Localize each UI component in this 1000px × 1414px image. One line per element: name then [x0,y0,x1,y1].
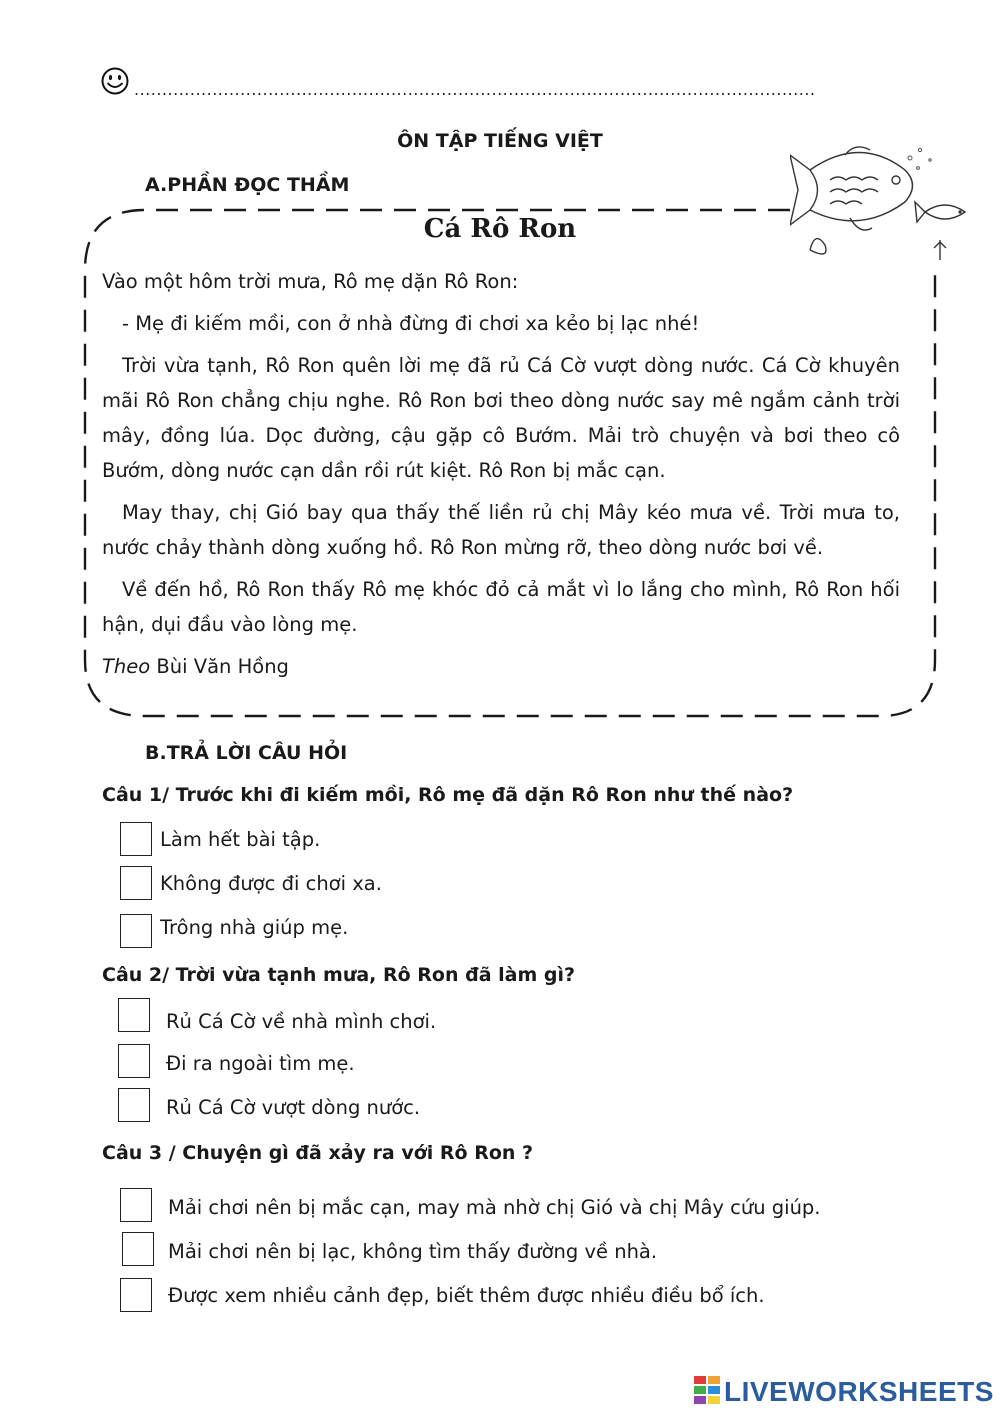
author-name: Bùi Văn Hồng [156,655,289,678]
q2-option-3-checkbox[interactable] [118,1088,150,1122]
q3-option-3: Được xem nhiều cảnh đẹp, biết thêm được nhiều điều bổ ích. [168,1284,765,1307]
story-paragraph: Trời vừa tạnh, Rô Ron quên lời mẹ đã rủ Cá Cờ vượt dòng nước. Cá Cờ khuyên mãi Rô Ron chẳng chịu nghe. Rô Ron bơi theo dòng nước say mê ngắm cảnh trời mây, đồng lúa. Dọc đường, cậu gặp cô Bướm. Mải trò chuyện và bơi theo cô Bướm, dòng nước cạn dần rồi rút kiệt. Rô Ron bị mắc cạn. [102,354,900,482]
q2-option-1-checkbox[interactable] [118,998,150,1032]
section-a-heading: A.PHẦN ĐỌC THẦM [145,174,350,196]
q1-option-3: Trông nhà giúp mẹ. [160,916,349,939]
story-paragraph: - Mẹ đi kiếm mồi, con ở nhà đừng đi chơi xa kẻo bị lạc nhé! [122,312,700,335]
page-title: ÔN TẬP TIẾNG VIỆT [397,130,603,152]
question-2: Câu 2/ Trời vừa tạnh mưa, Rô Ron đã làm gì? [102,964,576,986]
q3-option-3-checkbox[interactable] [120,1278,152,1312]
logo-blocks-icon [694,1376,720,1408]
liveworksheets-logo [694,1376,994,1410]
story-author [102,649,900,684]
q1-option-1: Làm hết bài tập. [160,828,321,851]
q2-option-1: Rủ Cá Cờ về nhà mình chơi. [166,1010,437,1033]
question-3: Câu 3 / Chuyện gì đã xảy ra với Rô Ron ? [102,1142,534,1164]
story-title: Cá Rô Ron [423,214,577,244]
q1-option-1-checkbox[interactable] [120,822,152,856]
name-dots: .......................................................................................................................... [134,80,816,99]
story-paragraph: Vào một hôm trời mưa, Rô mẹ dặn Rô Ron: [102,270,519,293]
q2-option-3: Rủ Cá Cờ vượt dòng nước. [166,1096,421,1119]
story-paragraph: Về đến hồ, Rô Ron thấy Rô mẹ khóc đỏ cả mắt vì lo lắng cho mình, Rô Ron hối hận, dụi đầu vào lòng mẹ. [102,578,900,636]
q3-option-1-checkbox[interactable] [120,1188,152,1222]
author-prefix: Theo [102,655,151,678]
question-1: Câu 1/ Trước khi đi kiếm mồi, Rô mẹ đã dặn Rô Ron như thế nào? [102,784,794,806]
story-paragraph: May thay, chị Gió bay qua thấy thế liền rủ chị Mây kéo mưa về. Trời mưa to, nước chảy thành dòng xuống hồ. Rô Ron mừng rỡ, theo dòng nước bơi về. [102,501,900,559]
q2-option-2-checkbox[interactable] [118,1044,150,1078]
q3-option-1: Mải chơi nên bị mắc cạn, may mà nhờ chị Gió và chị Mây cứu giúp. [168,1196,821,1219]
brand-name: LIVEWORKSHEETS [724,1376,994,1407]
q1-option-2: Không được đi chơi xa. [160,872,382,895]
q3-option-2-checkbox[interactable] [122,1232,154,1266]
section-b-heading: B.TRẢ LỜI CÂU HỎI [145,742,348,764]
q1-option-2-checkbox[interactable] [120,866,152,900]
q2-option-2: Đi ra ngoài tìm mẹ. [166,1052,355,1075]
q3-option-2: Mải chơi nên bị lạc, không tìm thấy đường về nhà. [168,1240,658,1263]
q1-option-3-checkbox[interactable] [120,914,152,948]
story-text [102,264,900,691]
